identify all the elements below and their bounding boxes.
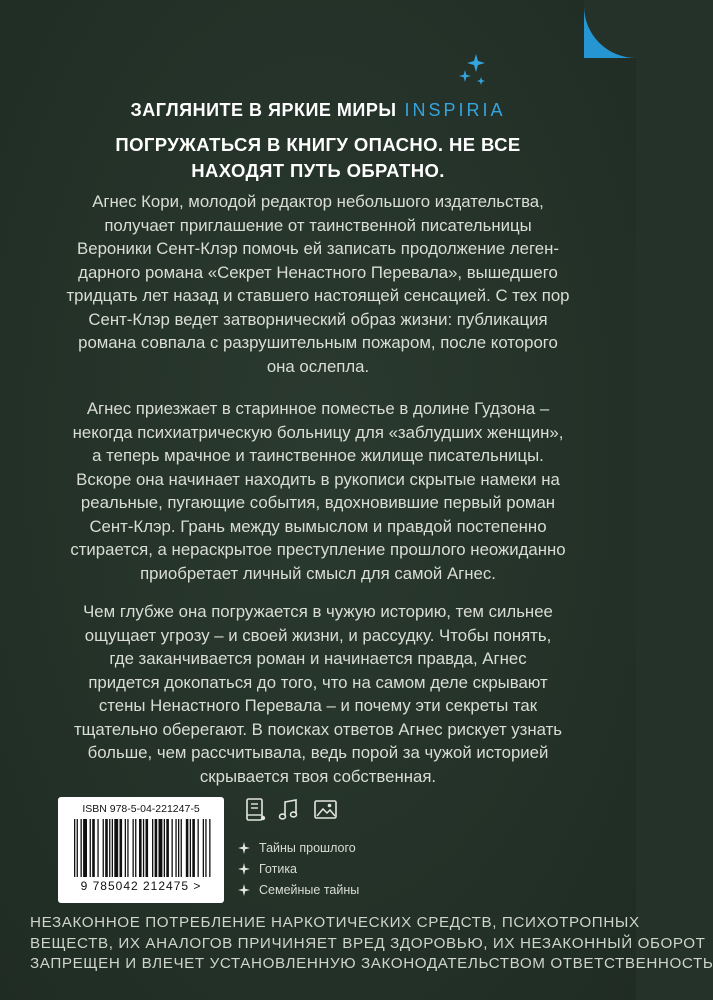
barcode-bar (146, 819, 149, 877)
barcode-bar (135, 819, 136, 877)
blurb-line: некогда психиатрическую больницу для «заблудших женщин», (72, 422, 564, 442)
barcode-bar (192, 819, 195, 877)
blurb-line: стирается, а нераскрытое преступление прошлого неожиданно (70, 540, 566, 559)
genre-item (238, 838, 359, 859)
genre-label: Семейные тайны (259, 883, 360, 897)
brand-call-to-action: ЗАГЛЯНИТЕ В ЯРКИЕ МИРЫ (130, 100, 397, 120)
genre-item (238, 880, 359, 901)
blurb-line: Вскоре она начинает находить в рукописи скрытые намеки на (76, 469, 560, 489)
isbn-label: ISBN 978-5-04-221247-5 (82, 803, 200, 815)
image-icon (313, 797, 339, 823)
barcode-bar (175, 819, 176, 877)
barcode-bar (143, 819, 144, 877)
blurb-paragraph-1 (30, 190, 606, 378)
barcode-bar (83, 819, 87, 877)
publisher-logo: INSPIRIA (404, 100, 506, 120)
blurb-line: тридцать лет назад и ставшего настоящей сенсацией. С тех пор (66, 286, 570, 305)
format-icons (243, 797, 353, 823)
barcode-bar (125, 819, 126, 877)
barcode-bar (190, 819, 191, 877)
blurb-line: Сент-Клэр. Грань между вымыслом и правдой постепенно (89, 516, 547, 536)
star-icon (238, 884, 250, 896)
barcode-bar (120, 819, 123, 877)
genre-item (238, 859, 359, 880)
blurb-line: она ослепла. (266, 356, 370, 376)
barcode-bar (181, 819, 182, 877)
barcode-digits: 9 785042 212475 > (80, 879, 202, 893)
blurb-paragraph-2 (30, 397, 606, 585)
star-icon (238, 863, 250, 875)
sparkle-icon (456, 52, 490, 88)
barcode-bar (103, 819, 104, 877)
barcode-bar (92, 819, 95, 877)
barcode-bar (209, 819, 210, 877)
blurb-line: Агнес Кори, молодой редактор небольшого издательства, (92, 192, 544, 211)
barcode-bar (205, 819, 206, 877)
barcode-bar (139, 819, 142, 877)
blurb-paragraph-3 (30, 600, 606, 788)
barcode-bar (112, 819, 113, 877)
blurb-line: Вероники Сент-Клэр помочь ей записать продолжение леген- (77, 239, 559, 258)
barcode-bar (74, 819, 75, 877)
genre-label: Готика (259, 862, 298, 876)
barcode-bar (186, 819, 189, 877)
blurb-line: приобретает личный смысл для самой Агнес. (140, 563, 496, 583)
blurb-line: а теперь мрачное и таинственное жилище писательницы. (92, 446, 544, 465)
genre-label: Тайны прошлого (259, 841, 356, 855)
blurb-line: ощущает угрозу – и своей жизни, и рассудку. Чтобы понять, (84, 625, 552, 645)
barcode-bar (97, 819, 98, 877)
barcode-bar (90, 819, 91, 877)
blurb-line: реальные, пугающие события, вдохновившие первый роман (80, 493, 556, 512)
tagline-line: ПОГРУЖАТЬСЯ В КНИГУ ОПАСНО. НЕ ВСЕ (115, 134, 521, 155)
barcode-bar (155, 819, 158, 877)
blurb-line: стены Ненастного Перевала – и почему эти секреты так (98, 696, 538, 715)
barcode-card (58, 797, 224, 903)
barcode-bar (105, 819, 108, 877)
barcode-bar (178, 819, 179, 877)
barcode (68, 819, 216, 877)
star-icon (238, 842, 250, 854)
warning-line: ВЕЩЕСТВ, ИХ АНАЛОГОВ ПРИЧИНЯЕТ ВРЕД ЗДОРОВЬЮ, ИХ НЕЗАКОННЫЙ ОБОРОТ (30, 934, 706, 952)
blurb-line: Сент-Клэр ведет затворнический образ жизни: публикация (88, 309, 548, 329)
blurb-line: где заканчивается роман и начинается правда, Агнес (109, 649, 527, 668)
music-note-icon (276, 797, 302, 823)
warning-line: НЕЗАКОННОЕ ПОТРЕБЛЕНИЕ НАРКОТИЧЕСКИХ СРЕДСТВ, ПСИХОТРОПНЫХ (30, 914, 640, 931)
blurb-line: скрывается твоя собственная. (199, 766, 437, 786)
blurb-line: получает приглашение от таинственной писательницы (104, 215, 532, 235)
barcode-bar (127, 819, 128, 877)
barcode-bar (81, 819, 82, 877)
tagline-line: НАХОДЯТ ПУТЬ ОБРАТНО. (191, 160, 445, 181)
barcode-bar (109, 819, 110, 877)
tagline (0, 132, 636, 184)
barcode-bar (166, 819, 169, 877)
barcode-bar (152, 819, 153, 877)
blurb-line: Чем глубже она погружается в чужую историю, тем сильнее (83, 602, 553, 621)
blurb-line: Агнес приезжает в старинное поместье в долине Гудзона – (86, 399, 550, 418)
barcode-bar (77, 819, 78, 877)
warning-line: ЗАПРЕЩЕН И ВЛЕЧЕТ УСТАНОВЛЕННУЮ ЗАКОНОДАТЕЛЬСТВОМ ОТВЕТСТВЕННОСТЬ (30, 955, 713, 972)
barcode-bar (164, 819, 165, 877)
blurb-line: больше, чем рассчитывала, ведь порой за чужой историей (87, 743, 549, 762)
barcode-bar (172, 819, 173, 877)
genre-list (238, 838, 359, 901)
blurb-line: романа совпала с разрушительным пожаром, после которого (78, 333, 558, 352)
barcode-bar (198, 819, 199, 877)
book-icon (243, 797, 269, 823)
barcode-bar (159, 819, 163, 877)
barcode-bar (114, 819, 118, 877)
blurb-line: дарного романа «Секрет Ненастного Перевала», вышедшего (78, 262, 558, 282)
legal-warning (30, 913, 713, 975)
blurb-line: придется докопаться до того, что на самом деле скрывают (88, 672, 548, 692)
barcode-bar (133, 819, 134, 877)
blurb-line: тщательно оберегают. В поисках ответов Агнес рискует узнать (73, 719, 563, 739)
barcode-bar (203, 819, 204, 877)
brand-row (0, 100, 636, 121)
